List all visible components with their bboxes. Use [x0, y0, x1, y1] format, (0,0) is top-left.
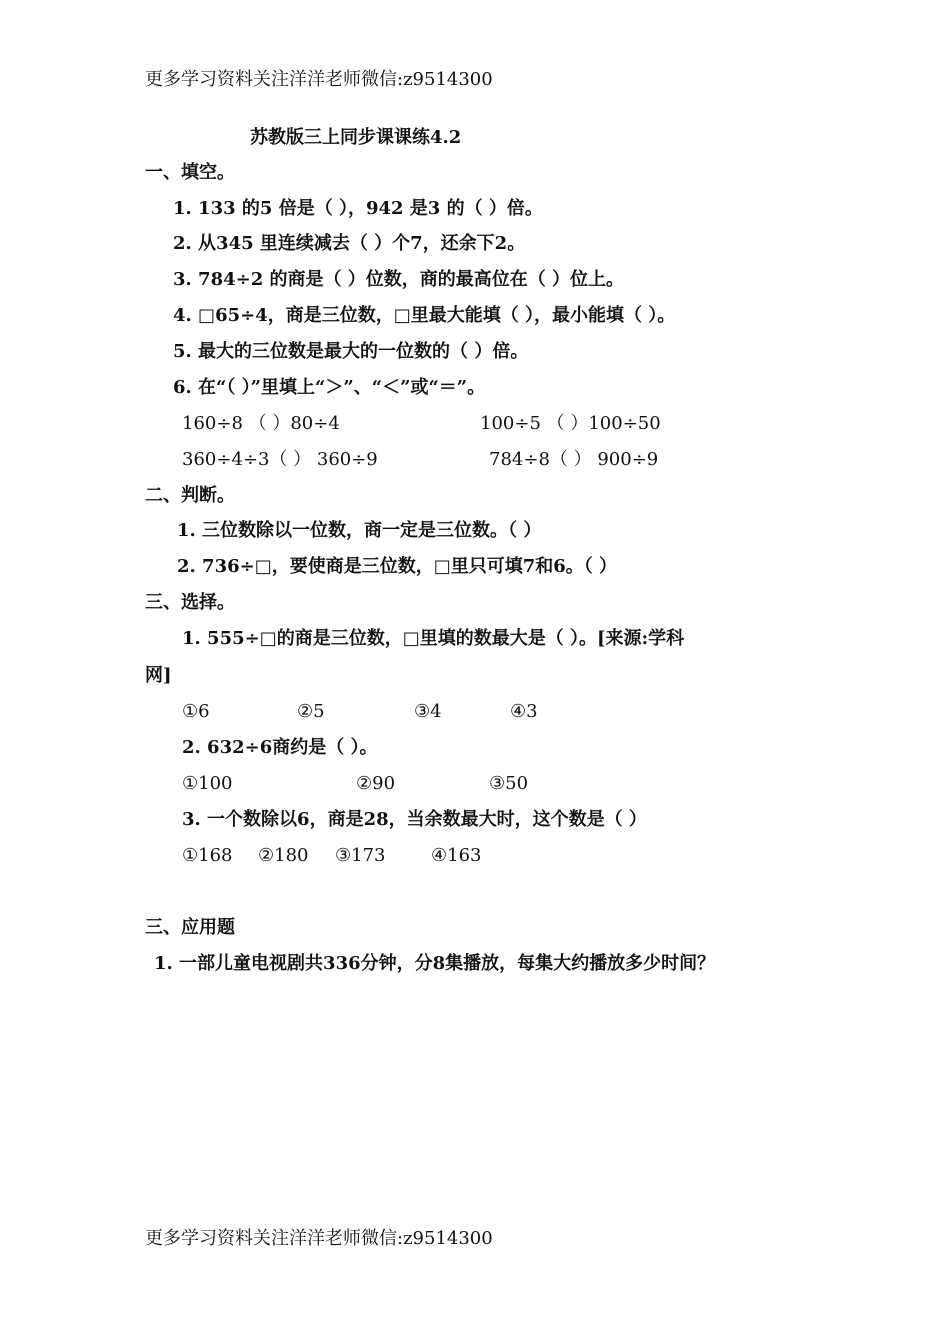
section-fill-blank-heading: 一、填空。: [145, 162, 235, 183]
choice-q3-option-2: ②180: [258, 845, 309, 866]
page-header: 更多学习资料关注洋洋老师微信:z9514300: [145, 69, 493, 90]
choice-q1-option-3: ③4: [414, 701, 442, 722]
choice-q1-line1: 1. 555÷□的商是三位数，□里填的数最大是（ ）。[来源:学科: [182, 628, 685, 649]
fill-blank-item-5: 5. 最大的三位数是最大的一位数的（ ）倍。: [173, 341, 529, 362]
fill-blank-item-6: 6. 在“（ ）”里填上“＞”、“＜”或“＝”。: [173, 377, 486, 398]
page-footer: 更多学习资料关注洋洋老师微信:z9514300: [145, 1228, 493, 1249]
choice-q1-option-1: ①6: [182, 701, 210, 722]
judge-item-1: 1. 三位数除以一位数，商一定是三位数。（ ）: [177, 520, 542, 541]
compare-row-2-right: 784÷8（ ） 900÷9: [489, 449, 659, 470]
choice-q3-option-4: ④163: [431, 845, 482, 866]
compare-row-1-left: 160÷8 （ ）80÷4: [182, 413, 340, 434]
fill-blank-item-1: 1. 133 的5 倍是（ ），942 是3 的（ ）倍。: [173, 198, 543, 219]
compare-row-2-left: 360÷4÷3（ ） 360÷9: [182, 449, 378, 470]
fill-blank-item-3: 3. 784÷2 的商是（ ）位数，商的最高位在（ ）位上。: [173, 269, 625, 290]
choice-q2-option-3: ③50: [489, 773, 529, 794]
choice-q2-option-1: ①100: [182, 773, 233, 794]
fill-blank-item-2: 2. 从345 里连续减去（ ）个7，还余下2。: [173, 233, 526, 254]
compare-row-1-right: 100÷5 （ ）100÷50: [480, 413, 661, 434]
section-application-heading: 三、应用题: [145, 917, 235, 938]
choice-q1-option-4: ④3: [510, 701, 538, 722]
choice-q1-option-2: ②5: [297, 701, 325, 722]
section-judge-heading: 二、判断。: [145, 485, 235, 506]
choice-q3-option-1: ①168: [182, 845, 233, 866]
application-item-1: 1. 一部儿童电视剧共336分钟，分8集播放，每集大约播放多少时间？: [154, 953, 716, 974]
document-title: 苏教版三上同步课课练4.2: [250, 127, 462, 148]
choice-q3: 3. 一个数除以6，商是28，当余数最大时，这个数是（ ）: [182, 809, 647, 830]
choice-q2: 2. 632÷6商约是（ ）。: [182, 737, 378, 758]
choice-q1-line2: 网]: [145, 665, 172, 686]
choice-q3-option-3: ③173: [335, 845, 386, 866]
judge-item-2: 2. 736÷□，要使商是三位数，□里只可填7和6。（ ）: [177, 556, 618, 577]
section-choice-heading: 三、选择。: [145, 592, 235, 613]
choice-q2-option-2: ②90: [356, 773, 396, 794]
fill-blank-item-4: 4. □65÷4，商是三位数，□里最大能填（ ），最小能填（ ）。: [173, 305, 676, 326]
